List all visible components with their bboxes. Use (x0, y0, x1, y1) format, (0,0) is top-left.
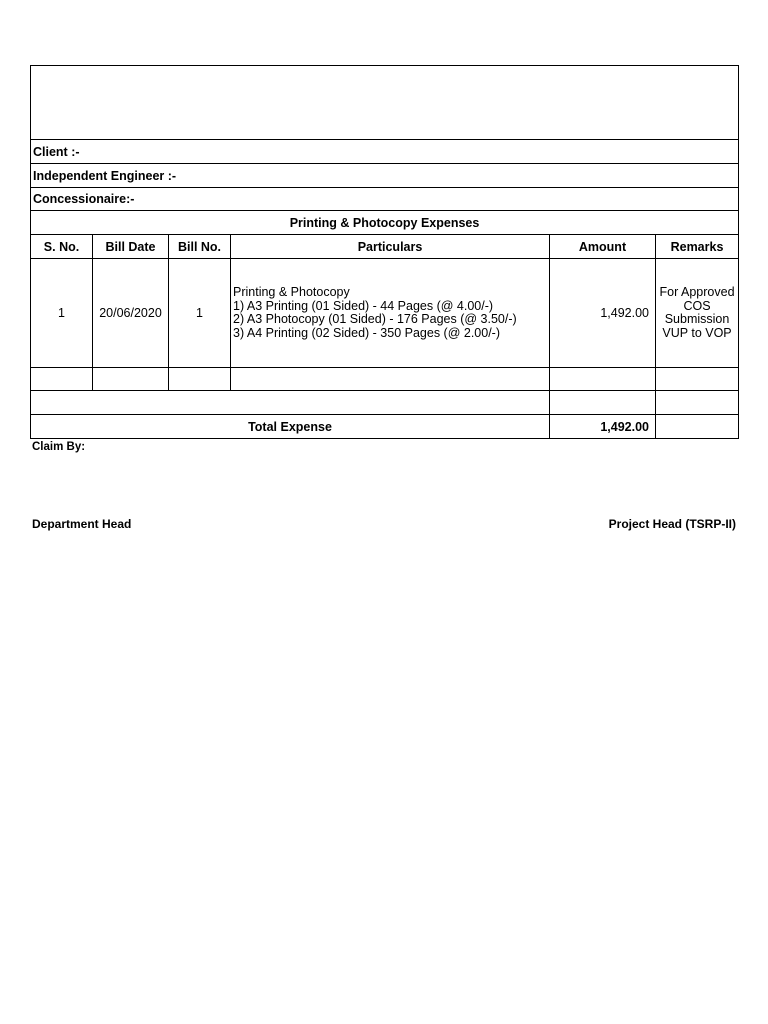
empty-cell (231, 368, 550, 391)
empty-cell (550, 391, 656, 415)
empty-row (31, 391, 739, 415)
concessionaire-row (31, 188, 739, 211)
engineer-label: Independent Engineer :- (31, 164, 739, 188)
total-row (31, 415, 739, 439)
client-row (31, 140, 739, 164)
particulars-line: 3) A4 Printing (02 Sided) - 350 Pages (@ 2.00/-) (233, 325, 500, 340)
client-label: Client :- (31, 140, 739, 164)
claim-by-label: Claim By: (32, 441, 86, 453)
expense-sheet (30, 65, 739, 439)
logo-area (31, 66, 739, 140)
col-header-bill-no: Bill No. (169, 235, 231, 259)
empty-cell (550, 368, 656, 391)
empty-row (31, 368, 739, 391)
particulars-line: 1) A3 Printing (01 Sided) - 44 Pages (@ 4.00/-) (233, 298, 494, 313)
empty-cell (31, 368, 93, 391)
empty-cell (31, 391, 550, 415)
project-head-label: Project Head (TSRP-II) (608, 517, 736, 531)
empty-cell (656, 415, 739, 439)
remarks-line: For Approved (659, 285, 735, 299)
col-header-remarks: Remarks (656, 235, 739, 259)
empty-cell (656, 391, 739, 415)
empty-cell (656, 368, 739, 391)
department-head-label: Department Head (32, 517, 132, 531)
total-amount: 1,492.00 (550, 415, 656, 439)
sheet-title: Printing & Photocopy Expenses (31, 211, 739, 235)
row-particulars (231, 259, 550, 368)
table-row (31, 259, 739, 368)
total-label: Total Expense (31, 415, 550, 439)
row-bill-no: 1 (169, 259, 231, 368)
logo-area-row (31, 66, 739, 140)
empty-cell (93, 368, 169, 391)
col-header-amount: Amount (550, 235, 656, 259)
particulars-line: 2) A3 Photocopy (01 Sided) - 176 Pages (@ 3.50/-) (233, 312, 517, 326)
remarks-line: COS (683, 298, 711, 313)
remarks-line: Submission (664, 312, 730, 326)
title-row (31, 211, 739, 235)
row-bill-date: 20/06/2020 (93, 259, 169, 368)
row-sno: 1 (31, 259, 93, 368)
col-header-sno: S. No. (31, 235, 93, 259)
concessionaire-label: Concessionaire:- (31, 188, 739, 211)
remarks-line: VUP to VOP (662, 325, 732, 340)
col-header-particulars: Particulars (231, 235, 550, 259)
column-header-row (31, 235, 739, 259)
empty-cell (169, 368, 231, 391)
row-remarks (656, 259, 739, 368)
particulars-line: Printing & Photocopy (233, 285, 350, 299)
row-amount: 1,492.00 (550, 259, 656, 368)
col-header-bill-date: Bill Date (93, 235, 169, 259)
engineer-row (31, 164, 739, 188)
